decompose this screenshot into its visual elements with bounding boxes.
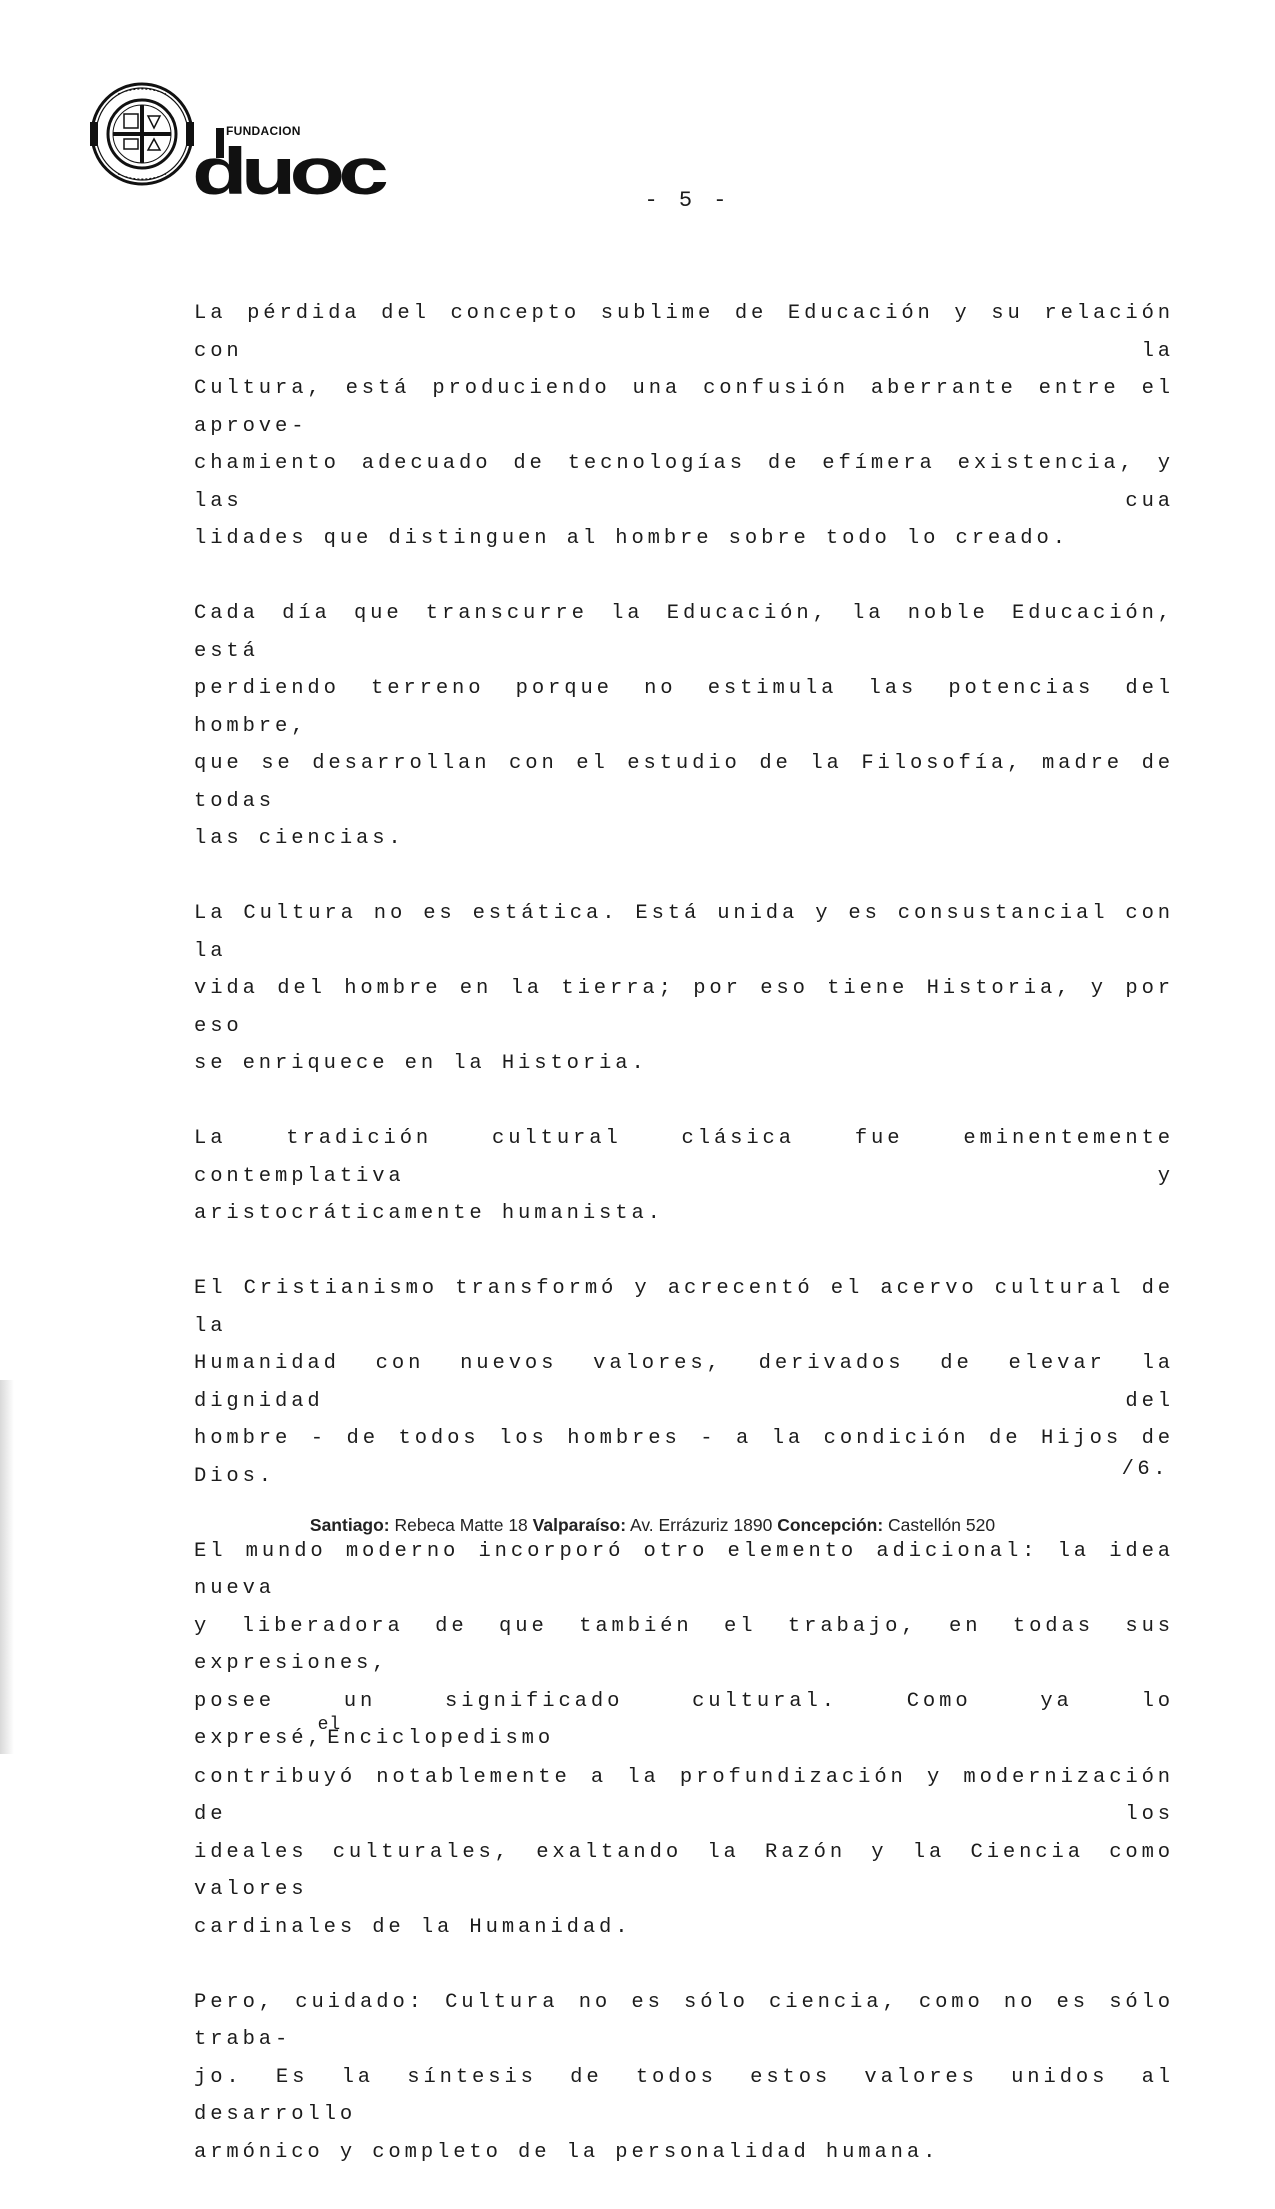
text-line: cardinales de la Humanidad. [194,1915,632,1939]
text-line: La tradición cultural clásica fue eminentemente contemplativa y [194,1127,1174,1188]
text-line: las ciencias. [194,827,405,850]
text-line: jo. Es la síntesis de todos estos valores unidos al desarrollo [194,2065,1174,2126]
text-line: Humanidad con nuevos valores, derivados de elevar la dignidad del [194,1352,1174,1413]
text-line: lidades que distinguen al hombre sobre todo lo creado. [194,527,1069,550]
text-segment: Enciclopedismo [327,1727,555,1750]
fundacion-duoc-logo [88,80,418,208]
text-line: se enriquece en la Historia. [194,1052,648,1075]
footer-addresses [0,1515,1275,1536]
text-line: contribuyó notablemente a la profundización y modernización de los [194,1765,1174,1826]
text-line: ideales culturales, exaltando la Razón y la Ciencia como valores [194,1840,1174,1901]
paragraph [194,1270,1174,1495]
text-line: El Cristianismo transformó y acrecentó el acervo cultural de la [194,1277,1174,1338]
brand-name: duoc [192,134,382,208]
paragraph [194,295,1174,558]
paragraph [194,1120,1174,1233]
text-line: que se desarrollan con el estudio de la Filosofía, madre de todas [194,752,1174,813]
handwritten-insertion: el [317,1715,342,1735]
text-line: El mundo moderno incorporó otro elemento adicional: la idea nueva [194,1539,1174,1600]
paragraph [194,895,1174,1083]
text-line-with-insertion [194,1683,1174,1759]
page-number: - 5 - [644,188,731,213]
text-line: perdiendo terreno porque no estimula las potencias del hombre, [194,677,1174,738]
text-line: y liberadora de que también el trabajo, en todas sus expresiones, [194,1614,1174,1675]
document-body [194,295,1174,2209]
paragraph [194,595,1174,858]
paragraph [194,1533,1174,1947]
text-line: armónico y completo de la personalidad humana. [194,2140,940,2164]
text-line: La Cultura no es estática. Está unida y es consustancial con la [194,902,1174,963]
footer-address: Rebeca Matte 18 [394,1515,528,1535]
footer-city: Santiago: [309,1515,390,1535]
text-line: Cultura, está produciendo una confusión aberrante entre el aprove- [194,377,1174,438]
text-line: chamiento adecuado de tecnologías de efímera existencia, y las cua [194,452,1174,513]
paragraph [194,1984,1174,2172]
footer-city: Concepción: [777,1515,884,1535]
continues-marker: /6. [1121,1458,1169,1481]
scan-edge-shadow [0,1380,14,1754]
footer-address: Av. Errázuriz 1890 [629,1515,773,1535]
text-line: vida del hombre en la tierra; por eso tiene Historia, y por eso [194,977,1174,1038]
text-line: Cada día que transcurre la Educación, la noble Educación, está [194,602,1174,663]
brand-top-text: FUNDACION [226,124,301,138]
text-line: aristocráticamente humanista. [194,1202,664,1225]
text-segment: posee un significado cultural. Como ya lo expresé, [194,1689,1174,1750]
foundation-seal-icon [88,80,196,188]
text-line: hombre - de todos los hombres - a la condición de Hijos de Dios. [194,1427,1174,1488]
text-line: La pérdida del concepto sublime de Educación y su relación con la [194,302,1174,363]
text-line: Pero, cuidado: Cultura no es sólo ciencia, como no es sólo traba- [194,1990,1174,2051]
footer-address: Castellón 520 [888,1515,996,1535]
footer-city: Valparaíso: [532,1515,627,1535]
